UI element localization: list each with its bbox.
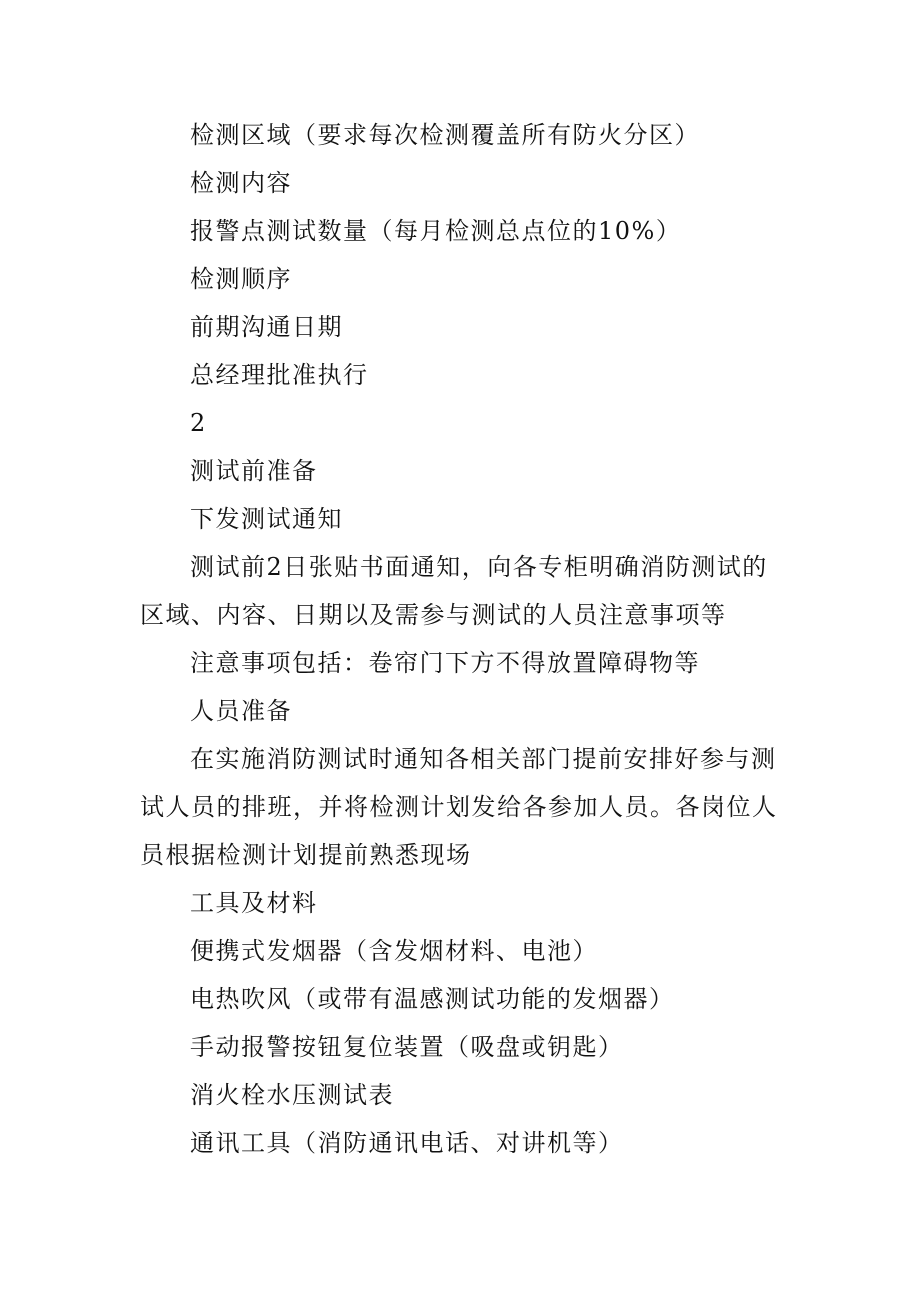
document-body <box>140 111 790 1167</box>
paragraph-alarm-point-count: 报警点测试数量（每月检测总点位的10%） <box>190 217 682 245</box>
paragraph-detection-content: 检测内容 <box>190 169 292 197</box>
paragraph-detection-area: 检测区域（要求每次检测覆盖所有防火分区） <box>190 121 700 149</box>
paragraph-issue-notice: 下发测试通知 <box>190 505 343 533</box>
paragraph-personnel-preparation: 人员准备 <box>190 697 292 725</box>
paragraph-manager-approval: 总经理批准执行 <box>190 361 369 389</box>
paragraph-test-preparation: 测试前准备 <box>190 457 318 485</box>
paragraph-personnel-details: 在实施消防测试时通知各相关部门提前安排好参与测试人员的排班，并将检测计划发给各参加人员。各岗位人员根据检测计划提前熟悉现场 <box>140 745 778 869</box>
paragraph-tools-materials: 工具及材料 <box>190 889 318 917</box>
paragraph-detection-order: 检测顺序 <box>190 265 292 293</box>
list-item-communication-tools: 通讯工具（消防通讯电话、对讲机等） <box>190 1129 624 1157</box>
paragraph-communication-date: 前期沟通日期 <box>190 313 343 341</box>
list-item-reset-device: 手动报警按钮复位装置（吸盘或钥匙） <box>190 1033 624 1061</box>
list-item-heat-blower: 电热吹风（或带有温感测试功能的发烟器） <box>190 985 675 1013</box>
paragraph-precautions: 注意事项包括：卷帘门下方不得放置障碍物等 <box>190 649 700 677</box>
list-item-smoke-generator: 便携式发烟器（含发烟材料、电池） <box>190 937 598 965</box>
paragraph-notice-details: 测试前2日张贴书面通知，向各专柜明确消防测试的区域、内容、日期以及需参与测试的人员注意事项等 <box>140 553 768 629</box>
section-number: 2 <box>190 409 207 437</box>
list-item-pressure-gauge: 消火栓水压测试表 <box>190 1081 394 1109</box>
